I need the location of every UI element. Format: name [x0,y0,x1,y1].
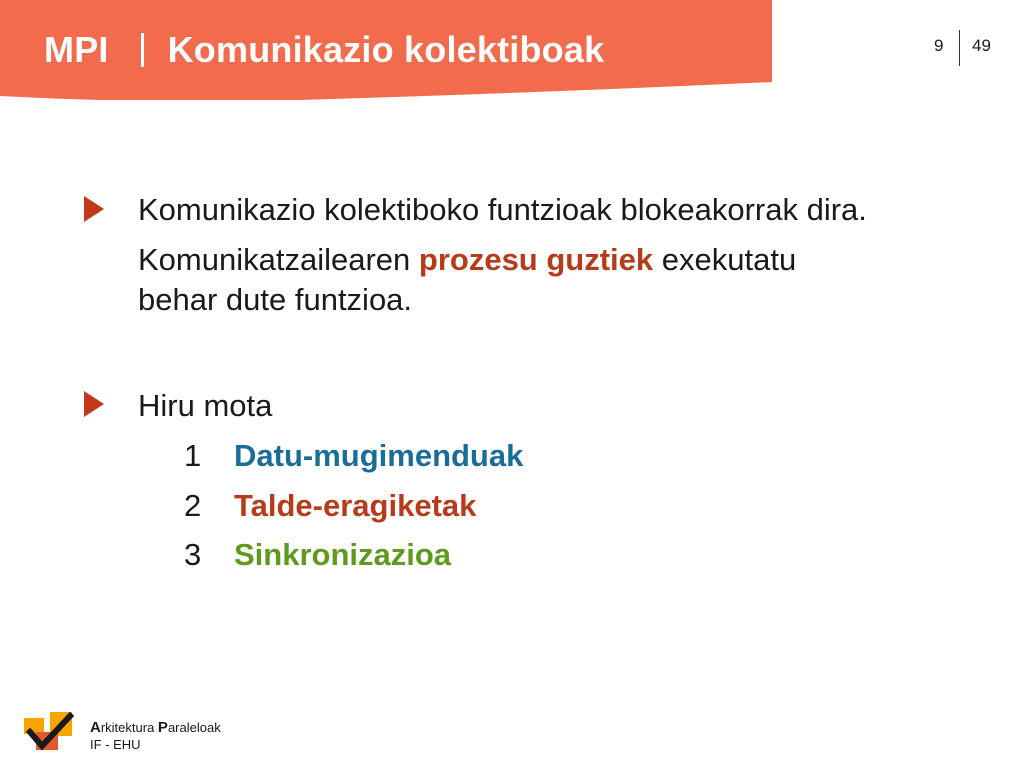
brand-initial-p: P [157,719,168,736]
footer-org: IF - EHU [90,737,141,752]
list-item-datu-mugimenduak: Datu-mugimenduak [234,438,524,473]
page-number-total: 49 [972,36,991,55]
bullet-1-line-3: behar dute funtzioa. [138,282,413,317]
title-banner [0,0,772,100]
bullet-2-text: Hiru mota [138,388,273,423]
list-item-sinkronizazioa: Sinkronizazioa [234,537,452,572]
bullet-arrow-icon [84,196,104,222]
bullet-1-line-2 [138,240,796,280]
page-number-divider [959,30,960,66]
line-2-suffix: exekutatu [653,242,797,277]
highlight-text: prozesu guztiek [418,242,654,277]
title-separator [141,33,144,67]
footer-brand-name [90,719,221,736]
page-number-current: 9 [934,36,944,55]
title-right: Komunikazio kolektiboak [167,29,605,70]
bullet-1-line-1: Komunikazio kolektiboko funtzioak blokeakorrak dira. [138,192,867,227]
title-left: MPI [44,29,109,70]
list-number: 2 [184,488,202,523]
bullet-arrow-icon [84,391,104,417]
checkmark-logo-icon [24,712,74,752]
page-title [44,26,604,74]
list-number: 3 [184,537,202,572]
brand-word-1: rkitektura [100,720,158,735]
list-number: 1 [184,438,202,473]
brand-initial-a: A [90,719,101,736]
footer-brand [90,719,221,753]
list-item-talde-eragiketak: Talde-eragiketak [234,488,477,523]
brand-word-2: araleloak [167,720,221,735]
line-2-prefix: Komunikatzailearen [138,242,419,277]
